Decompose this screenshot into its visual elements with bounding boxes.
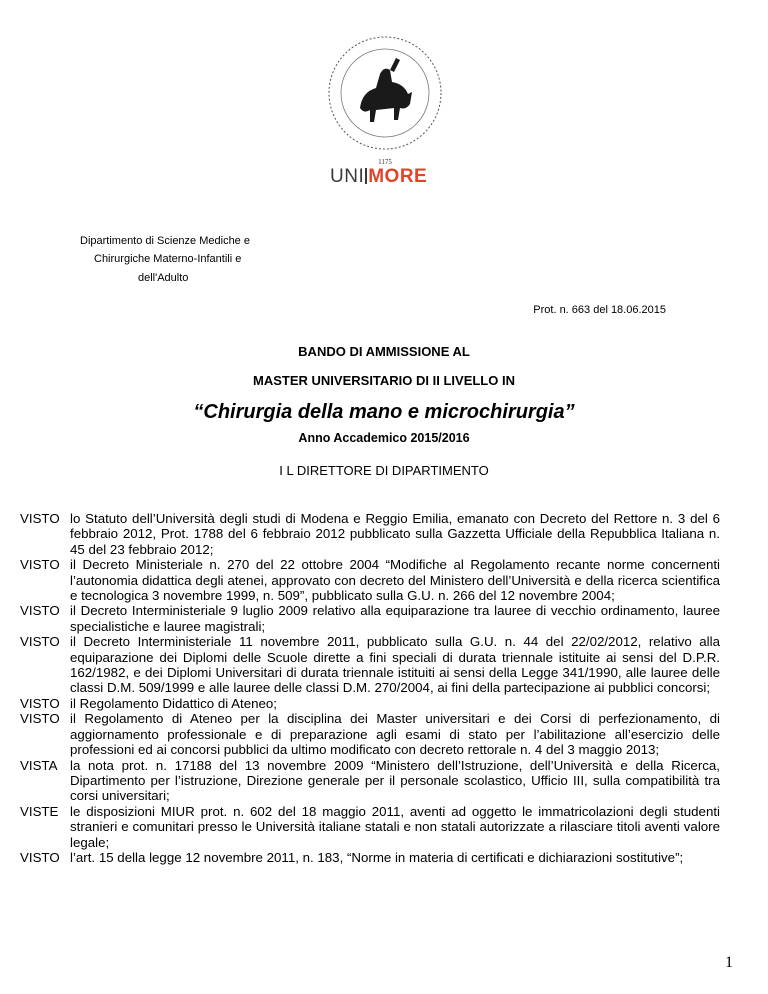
recital-text: le disposizioni MIUR prot. n. 602 del 18 maggio 2011, aventi ad oggetto le immatricolazioni degli studenti stranieri e comunitari presso le Università italiane statali e non statali autorizzate a rilasciare titoli aventi valore legale; <box>70 803 720 850</box>
bando-title: BANDO DI AMMISSIONE AL <box>298 344 470 359</box>
logo-text-uni: UNI <box>330 166 365 187</box>
logo-text-more: MORE <box>368 166 428 187</box>
recital-text: il Decreto Ministeriale n. 270 del 22 ottobre 2004 “Modifiche al Regolamento recante norme concernenti l’autonomia didattica degli atenei, approvato con decreto del Ministero dell’Università e della ricerca scientifica e tecnologica 3 novembre 1999, n. 509”, pubblicato sulla G.U. n. 266 del 12 novembre 2004; <box>70 557 720 604</box>
recital-keyword: VISTE <box>20 803 59 819</box>
recital-text: l’art. 15 della legge 12 novembre 2011, n. 183, “Norme in materia di certificati e dichiarazioni sostitutive”; <box>70 849 684 865</box>
recital-item <box>20 804 720 850</box>
recital-text: il Regolamento di Ateneo per la disciplina dei Master universitari e dei Corsi di perfezionamento, di aggiornamento professionale e di preparazione agli esami di stato per l’abilitazione all’esercizio delle professioni ed ai concorsi pubblici da ultimo modificato con decreto rettorale n. 4 del 3 maggio 2013; <box>70 711 720 758</box>
recital-item <box>20 557 720 603</box>
department-line-3: dell'Adulto <box>138 272 189 284</box>
recital-item <box>20 758 720 804</box>
recital-keyword: VISTA <box>20 757 58 773</box>
master-name: “Chirurgia della mano e microchirurgia” <box>193 401 575 423</box>
master-level-title: MASTER UNIVERSITARIO DI II LIVELLO IN <box>253 373 515 388</box>
recital-item <box>20 711 720 757</box>
recital-keyword: VISTO <box>20 511 60 526</box>
department-line-2: Chirurgiche Materno-Infantili e <box>94 253 242 265</box>
recital-keyword: VISTO <box>20 711 60 727</box>
unimore-logo <box>310 8 460 208</box>
page-number: 1 <box>725 954 733 971</box>
recital-item <box>20 511 720 557</box>
recital-keyword: VISTO <box>20 695 60 711</box>
recital-keyword: VISTO <box>20 603 60 619</box>
director-heading: I L DIRETTORE DI DIPARTIMENTO <box>279 463 489 478</box>
recitals-list <box>20 511 720 865</box>
recital-item <box>20 696 720 711</box>
logo-wordmark <box>330 166 427 188</box>
seal-year: 1175 <box>378 158 392 166</box>
recital-item <box>20 850 720 865</box>
recital-keyword: VISTO <box>20 634 60 650</box>
recital-keyword: VISTO <box>20 849 60 865</box>
recital-text: il Decreto Interministeriale 9 luglio 2009 relativo alla equiparazione tra lauree di vecchio ordinamento, lauree specialistiche e lauree magistrali; <box>70 603 720 634</box>
recital-text: il Regolamento Didattico di Ateneo; <box>70 695 277 711</box>
recital-keyword: VISTO <box>20 557 60 573</box>
protocol-number: Prot. n. 663 del 18.06.2015 <box>533 304 666 316</box>
recital-item <box>20 634 720 696</box>
recital-text: lo Statuto dell’Università degli studi di Modena e Reggio Emilia, emanato con Decreto del Rettore n. 3 del 6 febbraio 2012, Prot. 1788 del 6 febbraio 2012 pubblicato sulla Gazzetta Ufficiale della Repubblica Italiana n. 45 del 23 febbraio 2012; <box>70 511 720 557</box>
recital-text: la nota prot. n. 17188 del 13 novembre 2009 “Ministero dell’Istruzione, dell’Università e della Ricerca, Dipartimento per l’istruzione, Direzione generale per il personale scolastico, Ufficio III, sulla compatibilità tra corsi universitari; <box>70 757 720 804</box>
department-line-1: Dipartimento di Scienze Mediche e <box>80 235 250 247</box>
academic-year: Anno Accademico 2015/2016 <box>298 431 470 445</box>
recital-text: il Decreto Interministeriale 11 novembre 2011, pubblicato sulla G.U. n. 44 del 22/02/2012, relativo alla equiparazione dei Diplomi delle Scuole dirette a fini speciali di durata triennale istituite ai sensi del D.P.R. 162/1982, e dei Diplomi Universitari di durata triennale istituiti ai sensi della Legge 341/1990, alle lauree delle classi D.M. 509/1999 e alle lauree delle classi D.M. 270/2004, ai fini della partecipazione ai pubblici concorsi; <box>70 634 720 696</box>
recital-item <box>20 603 720 634</box>
